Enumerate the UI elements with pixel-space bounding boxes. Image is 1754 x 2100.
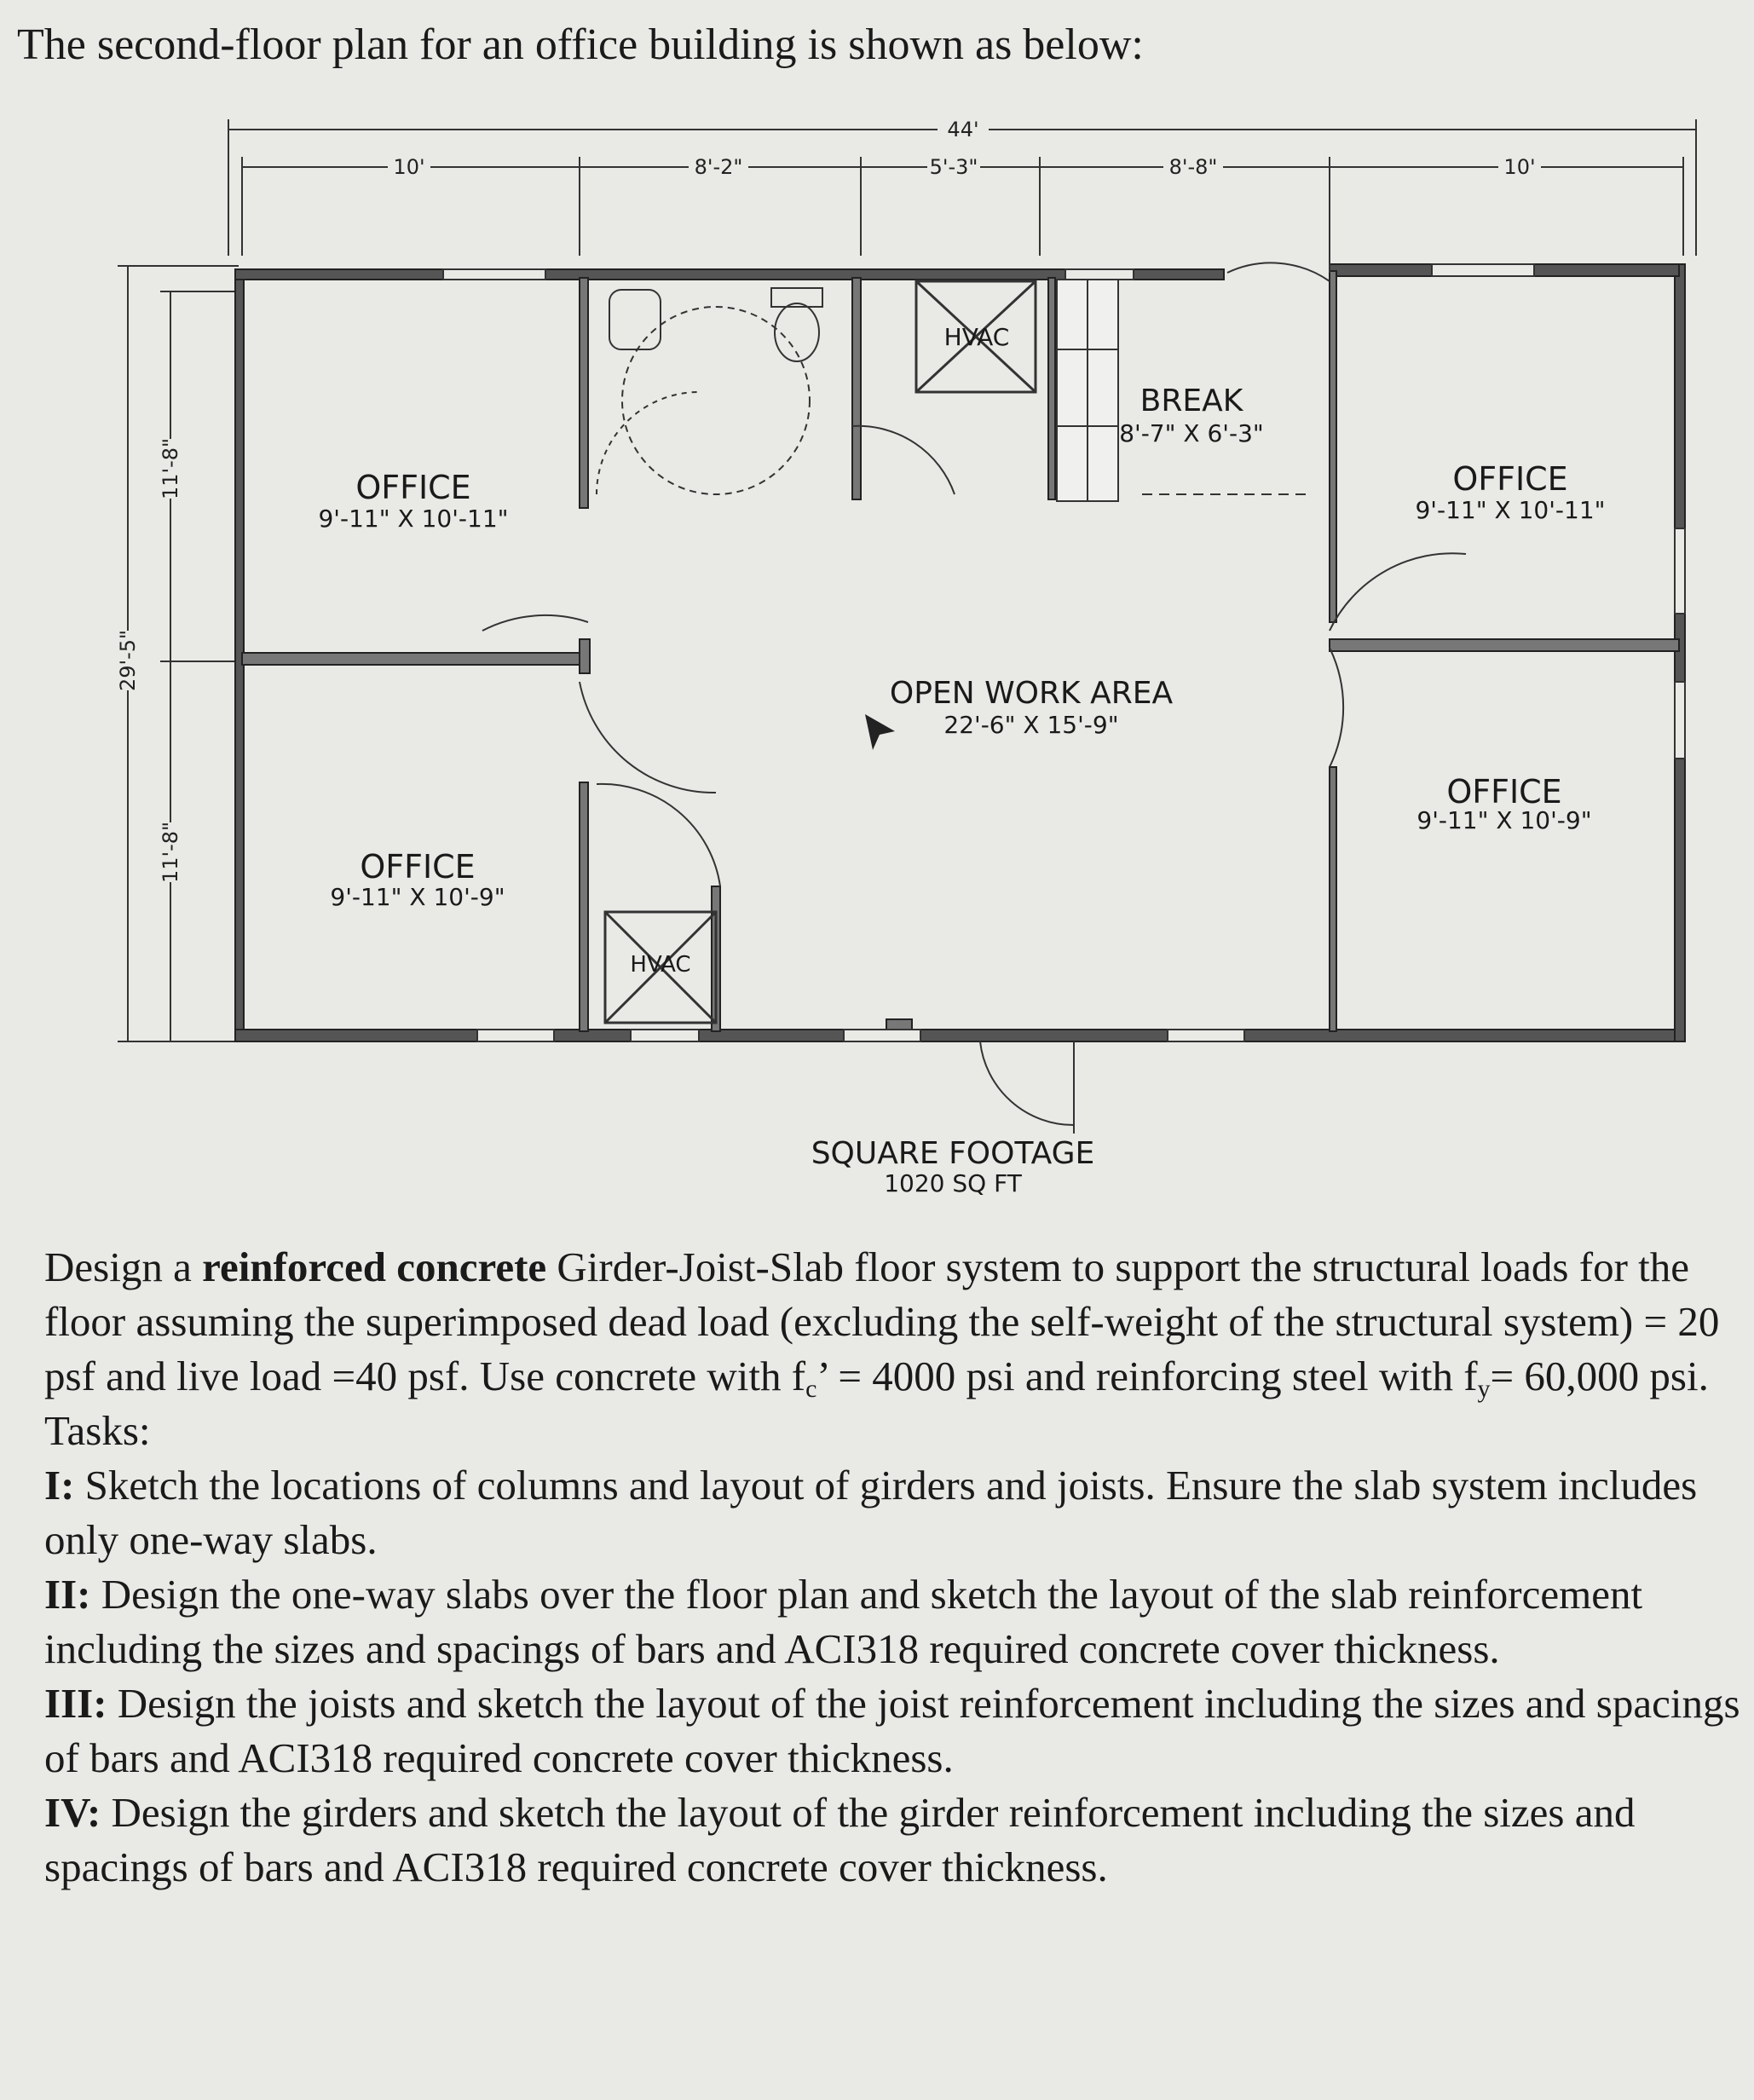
office-top-left-size: 9'-11" X 10'-11" bbox=[318, 505, 509, 533]
task-1-text: Sketch the locations of columns and layout of girders and joists. Ensure the slab system includes only one-way slabs. bbox=[44, 1462, 1698, 1563]
dim-overall-width: 44' bbox=[947, 118, 979, 141]
dim-top-5: 10' bbox=[1503, 155, 1536, 179]
tasks-title: Tasks: bbox=[44, 1407, 151, 1454]
break-size: 8'-7" X 6'-3" bbox=[1119, 419, 1264, 447]
task-1-num: I: bbox=[44, 1462, 75, 1509]
design-post: Girder-Joist-Slab floor system to support the structural loads for the floor assuming the superimposed dead load (excluding the self-weight of the structural system) = 20 psf and live load =40 psf. Use concrete with f bbox=[44, 1243, 1720, 1399]
square-footage-value: 1020 SQ FT bbox=[884, 1169, 1022, 1197]
interior-walls bbox=[242, 271, 1679, 1033]
office-bottom-right-size: 9'-11" X 10'-9" bbox=[1416, 806, 1592, 834]
dim-top-2: 8'-2" bbox=[694, 155, 743, 179]
task-4-text: Design the girders and sketch the layout of the girder reinforcement including the sizes and spacings of bars and ACI318 required concrete cover thickness. bbox=[44, 1789, 1636, 1890]
task-2-text: Design the one-way slabs over the floor plan and sketch the layout of the slab reinforcement including the sizes and spacings of bars and ACI318 required concrete cover thickness. bbox=[44, 1571, 1643, 1672]
task-3 bbox=[44, 1676, 1740, 1786]
square-footage-title: SQUARE FOOTAGE bbox=[811, 1136, 1095, 1171]
design-paragraph bbox=[44, 1240, 1740, 1404]
break-name: BREAK bbox=[1140, 384, 1243, 418]
office-top-right-name: OFFICE bbox=[1452, 460, 1568, 498]
fc-post: ’ = 4000 psi and reinforcing steel with f bbox=[816, 1353, 1478, 1399]
office-bottom-right-name: OFFICE bbox=[1446, 773, 1562, 811]
open-work-area-name: OPEN WORK AREA bbox=[889, 676, 1174, 711]
dim-left-1: 11'-8" bbox=[159, 437, 182, 500]
intro-text: The second-floor plan for an office building is shown as below: bbox=[17, 20, 1144, 69]
fy-post: = 60,000 psi. bbox=[1490, 1353, 1709, 1399]
task-2 bbox=[44, 1567, 1740, 1676]
fy-sub: y bbox=[1477, 1375, 1491, 1403]
dim-top-3: 5'-3" bbox=[929, 155, 978, 179]
task-2-num: II: bbox=[44, 1571, 91, 1618]
dim-top-4: 8'-8" bbox=[1168, 155, 1218, 179]
dim-left-2: 11'-8" bbox=[159, 821, 182, 884]
hvac-top-label: HVAC bbox=[943, 323, 1010, 351]
fc-sub: c bbox=[805, 1375, 817, 1403]
design-pre: Design a bbox=[44, 1243, 203, 1290]
task-4 bbox=[44, 1786, 1740, 1895]
hvac-bottom-label: HVAC bbox=[630, 952, 691, 978]
task-3-text: Design the joists and sketch the layout of the joist reinforcement including the sizes and spacings of bars and ACI318 required concrete cover thickness. bbox=[44, 1680, 1740, 1781]
design-bold: reinforced concrete bbox=[202, 1243, 547, 1290]
office-top-left-name: OFFICE bbox=[355, 469, 471, 506]
task-4-num: IV: bbox=[44, 1789, 101, 1836]
office-bottom-left-size: 9'-11" X 10'-9" bbox=[330, 883, 505, 911]
dim-overall-depth: 29'-5" bbox=[116, 629, 140, 692]
floor-plan bbox=[0, 94, 1754, 1236]
task-3-num: III: bbox=[44, 1680, 107, 1727]
task-1 bbox=[44, 1458, 1740, 1567]
office-top-right-size: 9'-11" X 10'-11" bbox=[1415, 496, 1606, 524]
office-bottom-left-name: OFFICE bbox=[360, 848, 476, 886]
open-work-area-size: 22'-6" X 15'-9" bbox=[943, 711, 1119, 739]
problem-statement bbox=[44, 1240, 1740, 1895]
dim-top-1: 10' bbox=[393, 155, 425, 179]
